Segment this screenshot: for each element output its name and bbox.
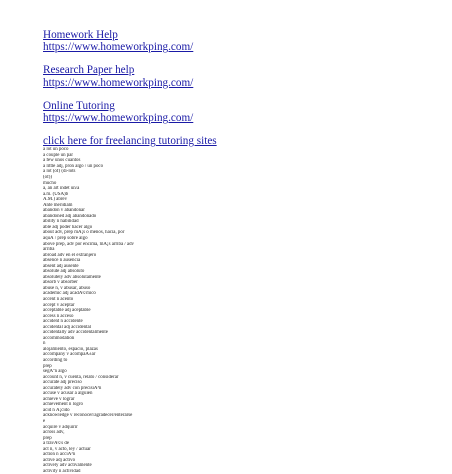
vocabulary-entry: abuse n, v abusar, abuso bbox=[43, 285, 91, 291]
spacer bbox=[43, 53, 443, 64]
homework-help-url[interactable]: https://www.homeworkping.com/ bbox=[43, 41, 194, 54]
vocabulary-entry: n bbox=[43, 341, 46, 347]
vocabulary-entry: prep bbox=[43, 363, 52, 369]
vocabulary-entry: a couple un par bbox=[43, 152, 74, 158]
vocabulary-entry: accept v aceptar bbox=[43, 302, 75, 308]
vocabulary-entry: accidentally adv accidentalmente bbox=[43, 330, 108, 336]
online-tutoring-url[interactable]: https://www.homeworkping.com/ bbox=[43, 112, 194, 125]
vocabulary-entry: arriba bbox=[43, 247, 55, 253]
vocabulary-entry: accidental adj accidental bbox=[43, 324, 92, 330]
vocabulary-entry: acknowledge v reconocer/agradecer/enterarse bbox=[43, 413, 133, 419]
vocabulary-entry: accuse v acusar a alguien bbox=[43, 391, 93, 397]
vocabulary-entry: abandon v abandonar bbox=[43, 208, 85, 214]
vocabulary-entry: above prep, adv por encima, mÃ¡s arriba / adv bbox=[43, 241, 134, 247]
vocabulary-entry: achieve v lograr bbox=[43, 396, 75, 402]
vocabulary-entry: according to bbox=[43, 358, 68, 363]
vocabulary-entry: a.m. (USA)b bbox=[43, 191, 69, 197]
vocabulary-entry: activity n actividad bbox=[43, 468, 81, 474]
vocabulary-entry: accent n acento bbox=[43, 296, 74, 302]
vocabulary-entry: alojamiento, espacio, plazas bbox=[43, 346, 98, 352]
vocabulary-entry: absent adj ausente bbox=[43, 263, 79, 269]
online-tutoring-link[interactable]: Online Tutoring bbox=[43, 99, 115, 112]
vocabulary-entry: a travÃ©s de bbox=[43, 441, 69, 447]
vocabulary-entry: a little adj, pron algo / un poco bbox=[43, 163, 104, 169]
vocabulary-entry: a few unos cuantos bbox=[43, 158, 81, 164]
vocabulary-list bbox=[43, 147, 443, 474]
vocabulary-entry: ability n habilidad bbox=[43, 219, 79, 225]
vocabulary-entry: accurately adv con precisiÃ³n bbox=[43, 385, 102, 391]
freelancing-tutoring-link[interactable]: click here for freelancing tutoring sites bbox=[43, 135, 217, 148]
vocabulary-entry: a lot (of) (di-lots bbox=[43, 169, 76, 175]
vocabulary-entry: academic adj acadÃ©mico bbox=[43, 291, 96, 297]
vocabulary-entry: act n, v acto, ley / actuar bbox=[43, 446, 91, 452]
vocabulary-entry: acquire v adquirir bbox=[43, 424, 78, 430]
spacer bbox=[43, 89, 443, 100]
research-paper-help-link[interactable]: Research Paper help bbox=[43, 64, 135, 77]
vocabulary-entry: (of)) bbox=[43, 174, 52, 180]
vocabulary-entry: accompany v acompaÃ±ar bbox=[43, 352, 96, 358]
vocabulary-entry: prep bbox=[43, 435, 52, 441]
vocabulary-entry: about adv, prep mÃ¡s o menos, hacia, por bbox=[43, 230, 125, 236]
vocabulary-entry: account n, v cuenta, relato / considerar bbox=[43, 374, 119, 380]
vocabulary-entry: aquÃ / prep sobre algo bbox=[43, 235, 88, 241]
vocabulary-entry: absolutely adv absolutamente bbox=[43, 274, 101, 280]
vocabulary-entry: mucho bbox=[43, 180, 57, 186]
document-body bbox=[43, 29, 443, 474]
research-paper-help-url[interactable]: https://www.homeworkping.com/ bbox=[43, 76, 194, 89]
spacer bbox=[43, 124, 443, 135]
vocabulary-entry: a lot un poco bbox=[43, 147, 69, 153]
vocabulary-entry: access n acceso bbox=[43, 313, 74, 319]
vocabulary-entry: absorb v absorber bbox=[43, 280, 78, 286]
vocabulary-entry: accurate adj preciso bbox=[43, 380, 82, 386]
vocabulary-entry: A.M.) abrev bbox=[43, 197, 68, 203]
vocabulary-entry: action n acciÃ³n bbox=[43, 452, 76, 458]
vocabulary-entry: abroad adv en el extranjero bbox=[43, 252, 97, 258]
vocabulary-entry: abandoned adj abandonado bbox=[43, 213, 97, 219]
vocabulary-entry: absolute adj absoluto bbox=[43, 269, 85, 275]
research-paper-help-block bbox=[43, 64, 443, 88]
vocabulary-entry: active adj activo bbox=[43, 457, 76, 463]
vocabulary-entry: a, an art indet un/a bbox=[43, 186, 80, 192]
vocabulary-entry: acid n Ã¡cido bbox=[43, 407, 70, 413]
vocabulary-entry: e bbox=[43, 419, 46, 425]
vocabulary-entry: accident n accidente bbox=[43, 319, 83, 325]
vocabulary-entry: absence n ausencia bbox=[43, 258, 81, 264]
vocabulary-entry: achievement n logro bbox=[43, 402, 83, 408]
vocabulary-entry: able adj poder hacer algo bbox=[43, 224, 93, 230]
vocabulary-entry: acceptable adj aceptable bbox=[43, 308, 91, 314]
vocabulary-entry: across adv, bbox=[43, 430, 65, 436]
vocabulary-entry: actively adv activamente bbox=[43, 463, 92, 469]
online-tutoring-block bbox=[43, 100, 443, 124]
vocabulary-entry: Ante meridiam bbox=[43, 202, 73, 208]
homework-help-block bbox=[43, 29, 443, 53]
vocabulary-entry: segÃºn algo bbox=[43, 369, 67, 375]
vocabulary-entry: accommodation bbox=[43, 335, 75, 341]
homework-help-link[interactable]: Homework Help bbox=[43, 29, 118, 41]
